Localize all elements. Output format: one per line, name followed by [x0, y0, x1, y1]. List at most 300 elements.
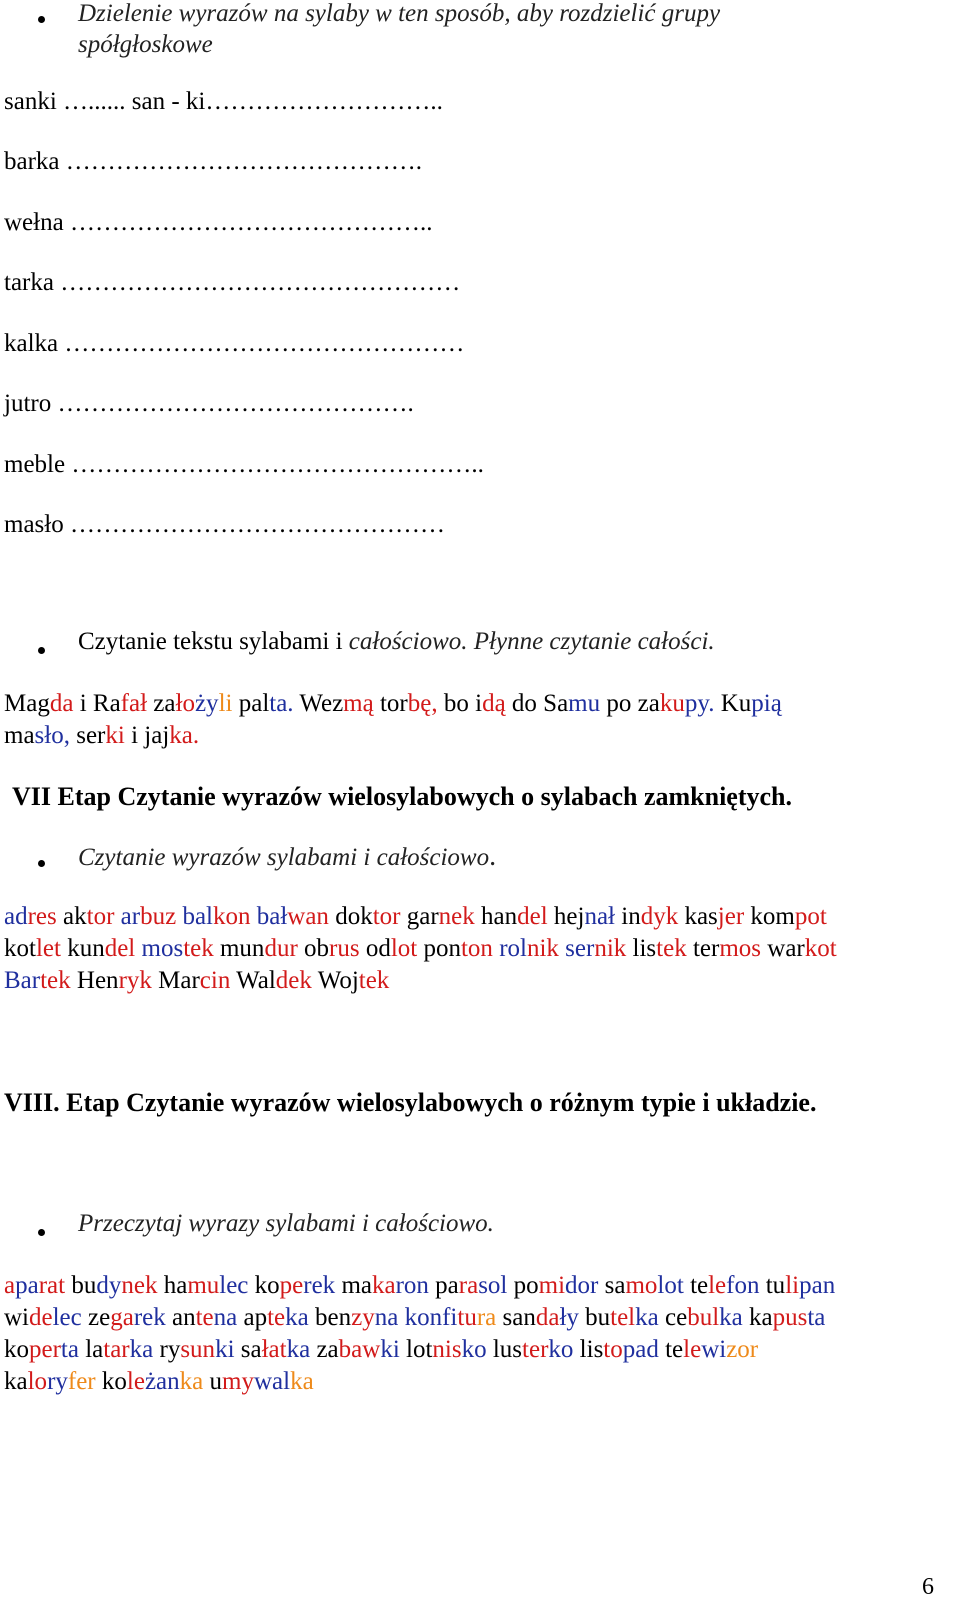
- word: [606, 690, 631, 717]
- word: [749, 1304, 825, 1331]
- word: [241, 1336, 310, 1363]
- syllable: dyk: [640, 903, 679, 930]
- word: [621, 903, 678, 930]
- syllable: kun: [67, 935, 105, 962]
- syllable: dok: [335, 903, 373, 930]
- word: [512, 690, 537, 717]
- syllable: lot: [390, 935, 418, 962]
- syllable: Mag: [4, 690, 50, 717]
- word: [88, 1304, 166, 1331]
- syllable: dą: [482, 690, 506, 717]
- word: [316, 1336, 399, 1363]
- syllable: ter: [692, 935, 720, 962]
- word: [481, 903, 548, 930]
- word: [665, 1304, 743, 1331]
- syllable: wan: [287, 903, 329, 930]
- syllable: i: [475, 690, 483, 717]
- word: [580, 1336, 659, 1363]
- syllable: tek: [40, 967, 71, 994]
- word: [80, 690, 87, 717]
- syllable: pią: [751, 690, 782, 717]
- syllable: te: [195, 1304, 214, 1331]
- word: [767, 935, 836, 962]
- syllable: łat: [261, 1336, 287, 1363]
- syllable: lis: [632, 935, 657, 962]
- bullet-text-syllable-division: [78, 0, 720, 60]
- word: [585, 1304, 659, 1331]
- syllable: sol: [478, 1272, 508, 1299]
- syllable: rek: [303, 1272, 336, 1299]
- syllable: bal: [182, 903, 213, 930]
- syllable: tel: [610, 1304, 636, 1331]
- syllable: kot: [804, 935, 837, 962]
- page-number: 6: [922, 1574, 934, 1600]
- syllable: kon: [212, 903, 251, 930]
- syllable: le: [683, 1336, 702, 1363]
- syllable: pus: [772, 1304, 808, 1331]
- word: [565, 935, 626, 962]
- syllable: ryk: [118, 967, 152, 994]
- word: [182, 903, 250, 930]
- syllable: ka: [4, 1368, 28, 1395]
- exercise-line: masło ………………………………………: [4, 511, 445, 538]
- syllable: res: [27, 903, 57, 930]
- syllable: pad: [622, 1336, 659, 1363]
- syllable: fał: [120, 690, 148, 717]
- word: [131, 722, 138, 749]
- syllable: nis: [432, 1336, 462, 1363]
- syllable: ra: [458, 1272, 479, 1299]
- syllable: mos: [141, 935, 184, 962]
- syllable: kot: [4, 935, 36, 962]
- word: [750, 903, 826, 930]
- syllable: po: [513, 1272, 539, 1299]
- syllable: da: [49, 690, 74, 717]
- bullet-dot: [38, 16, 45, 23]
- syllable: an: [171, 1304, 196, 1331]
- syllable: Sa: [543, 690, 569, 717]
- syllable: nał: [584, 903, 615, 930]
- syllable: li: [785, 1272, 800, 1299]
- syllable: fer: [67, 1368, 96, 1395]
- syllable: zor: [726, 1336, 759, 1363]
- word: [315, 1304, 398, 1331]
- syllable: tek: [358, 967, 390, 994]
- syllable: ko: [254, 1272, 280, 1299]
- syllable: ze: [88, 1304, 111, 1331]
- syllable: san: [502, 1304, 536, 1331]
- syllable: Bar: [4, 967, 41, 994]
- word: [493, 1336, 574, 1363]
- word: [76, 722, 125, 749]
- bullet-text-normal: Czytanie tekstu sylabami i: [78, 628, 349, 655]
- syllable: ka: [635, 1304, 659, 1331]
- syllable: ce: [665, 1304, 688, 1331]
- paragraph-line: [4, 901, 837, 933]
- syllable: ki: [215, 1336, 235, 1363]
- syllable: li: [218, 690, 233, 717]
- word: [341, 1272, 428, 1299]
- word: [499, 935, 559, 962]
- word: [77, 967, 152, 994]
- word: [4, 903, 57, 930]
- syllable: Woj: [317, 967, 359, 994]
- word: [93, 690, 147, 717]
- word: [554, 903, 615, 930]
- syllable: ra: [476, 1304, 497, 1331]
- syllable: to: [603, 1336, 623, 1363]
- syllable: na: [213, 1304, 238, 1331]
- exercise-line: wełna ……………………………………..: [4, 209, 433, 236]
- syllable: u: [209, 1368, 222, 1395]
- word: [514, 1272, 599, 1299]
- word: [4, 967, 71, 994]
- word: [380, 690, 438, 717]
- syllable-words-closed: [4, 901, 837, 997]
- syllable: pa: [435, 1272, 459, 1299]
- word: [4, 1368, 96, 1395]
- paragraph-line: [4, 1270, 835, 1302]
- syllable: dek: [275, 967, 312, 994]
- syllable: dy: [96, 1272, 122, 1299]
- word: [244, 1304, 309, 1331]
- word: [766, 1272, 835, 1299]
- syllable: lec: [219, 1272, 249, 1299]
- word: [684, 903, 744, 930]
- exercise-line: meble …………………………………………..: [4, 451, 484, 478]
- word: [4, 935, 61, 962]
- syllable: ły: [559, 1304, 579, 1331]
- syllable: wi: [701, 1336, 727, 1363]
- syllable: de: [29, 1304, 53, 1331]
- syllable: pan: [799, 1272, 836, 1299]
- word: [475, 690, 506, 717]
- exercise-line: kalka …………………………………………: [4, 330, 465, 357]
- syllable: bał: [256, 903, 288, 930]
- syllable: ar: [120, 903, 141, 930]
- word: [423, 935, 492, 962]
- syllable: ka.: [169, 722, 200, 749]
- syllable: ben: [315, 1304, 352, 1331]
- syllable: le: [708, 1272, 727, 1299]
- syllable: bo: [443, 690, 469, 717]
- word: [405, 1304, 497, 1331]
- syllable: pon: [423, 935, 461, 962]
- syllable: nek: [121, 1272, 158, 1299]
- word: [236, 967, 312, 994]
- syllable: ter: [522, 1336, 549, 1363]
- syllable: nik: [594, 935, 627, 962]
- syllable: żan: [144, 1368, 180, 1395]
- syllable: te: [665, 1336, 684, 1363]
- exercise-line: jutro …………………………………….: [4, 390, 414, 417]
- bullet-text-italic: całościowo. Płynne czytanie całości.: [348, 628, 715, 655]
- syllable: sun: [180, 1336, 216, 1363]
- syllable: ko: [101, 1368, 127, 1395]
- syllable: rol: [499, 935, 527, 962]
- word: [85, 1336, 153, 1363]
- syllable: te: [690, 1272, 709, 1299]
- word: [543, 690, 600, 717]
- syllable: dor: [565, 1272, 599, 1299]
- bullet-text-reading-text: [78, 628, 715, 656]
- syllable: ka: [371, 1272, 396, 1299]
- syllable: le: [126, 1368, 145, 1395]
- word: [407, 903, 475, 930]
- syllable: jer: [717, 903, 745, 930]
- syllable: ak: [63, 903, 87, 930]
- paragraph-line: [4, 965, 837, 997]
- word: [4, 1336, 79, 1363]
- syllable: ap: [243, 1304, 268, 1331]
- word: [4, 722, 70, 749]
- word: [210, 1368, 314, 1395]
- syllable: mu: [568, 690, 601, 717]
- syllable: ga: [110, 1304, 134, 1331]
- syllable: gar: [406, 903, 439, 930]
- syllable: ser: [76, 722, 106, 749]
- word: [4, 690, 73, 717]
- syllable: ki: [105, 722, 125, 749]
- syllable: Wez: [299, 690, 344, 717]
- word: [693, 935, 761, 962]
- syllable: ta: [60, 1336, 79, 1363]
- syllable: ka: [286, 1336, 311, 1363]
- syllable: rus: [329, 935, 360, 962]
- syllable: ko: [461, 1336, 487, 1363]
- syllable: lot: [406, 1336, 433, 1363]
- word: [633, 935, 687, 962]
- syllable: Ra: [92, 690, 121, 717]
- paragraph-line: [4, 1334, 835, 1366]
- syllable: a: [4, 1272, 16, 1299]
- syllable: i: [79, 690, 87, 717]
- syllable: ży: [194, 690, 219, 717]
- syllable: ta.: [269, 690, 294, 717]
- syllable: ka: [290, 1368, 314, 1395]
- syllable: lot: [657, 1272, 684, 1299]
- syllable: ko: [4, 1336, 29, 1363]
- syllable: da: [535, 1304, 560, 1331]
- word: [220, 935, 298, 962]
- syllable: ka: [749, 1304, 773, 1331]
- syllable: del: [104, 935, 136, 962]
- syllable: ron: [395, 1272, 429, 1299]
- syllable: pa: [15, 1272, 39, 1299]
- syllable: lec: [52, 1304, 82, 1331]
- syllable: ku: [659, 690, 685, 717]
- syllable: tu: [457, 1304, 477, 1331]
- syllable: ma: [341, 1272, 372, 1299]
- syllable: mo: [625, 1272, 658, 1299]
- bullet-dot: [38, 1229, 45, 1236]
- syllable: te: [267, 1304, 286, 1331]
- exercise-line: tarka …………………………………………: [4, 269, 461, 296]
- word: [721, 690, 782, 717]
- syllable: ha: [163, 1272, 188, 1299]
- word: [160, 1336, 235, 1363]
- syllable: lis: [579, 1336, 604, 1363]
- syllable: ka: [179, 1368, 204, 1395]
- syllable: kas: [684, 903, 718, 930]
- word: [605, 1272, 684, 1299]
- bullet-text-end: .: [489, 841, 497, 872]
- syllable: nik: [526, 935, 559, 962]
- syllable: ło: [175, 690, 195, 717]
- syllable: ka: [129, 1336, 154, 1363]
- word: [665, 1336, 758, 1363]
- bullet-text-main: Czytanie wyrazów sylabami i całościowo: [78, 844, 490, 871]
- word: [503, 1304, 579, 1331]
- syllable: Hen: [76, 967, 119, 994]
- word: [4, 1272, 65, 1299]
- heading-stage-vii: VII Etap Czytanie wyrazów wielosylabowych o sylabach zamkniętych.: [12, 782, 792, 811]
- syllable: kon: [404, 1304, 443, 1331]
- syllable: ton: [460, 935, 493, 962]
- syllable: pe: [279, 1272, 304, 1299]
- syllable: za: [316, 1336, 339, 1363]
- bullet-text-closed-syllables: [78, 841, 496, 873]
- syllable: do: [511, 690, 537, 717]
- syllable: i: [131, 722, 139, 749]
- word: [366, 935, 417, 962]
- syllable: py.: [684, 690, 715, 717]
- syllable: lus: [492, 1336, 523, 1363]
- syllable: war: [767, 935, 805, 962]
- syllable: Ku: [720, 690, 752, 717]
- syllable: tor: [379, 690, 408, 717]
- word: [335, 903, 400, 930]
- bullet-text-line-1: Dzielenie wyrazów na sylaby w ten sposób, aby rozdzielić grupy: [78, 0, 721, 27]
- paragraph-line: [4, 720, 782, 752]
- syllable: pal: [238, 690, 270, 717]
- syllable: ob: [304, 935, 330, 962]
- syllable: dur: [264, 935, 298, 962]
- bullet-text-read-words: Przeczytaj wyrazy sylabami i całościowo.: [78, 1210, 494, 1237]
- syllable: jaj: [144, 722, 170, 749]
- bullet-dot: [38, 860, 45, 867]
- word: [172, 1304, 237, 1331]
- syllable: mi: [538, 1272, 566, 1299]
- syllable: cin: [199, 967, 231, 994]
- paragraph-line: [4, 933, 837, 965]
- word: [239, 690, 294, 717]
- syllable: Mar: [158, 967, 200, 994]
- syllable: fon: [726, 1272, 760, 1299]
- word: [144, 722, 199, 749]
- syllable: nek: [438, 903, 475, 930]
- word: [153, 690, 232, 717]
- syllable: za: [637, 690, 660, 717]
- syllable: za: [153, 690, 176, 717]
- syllable: ka: [719, 1304, 743, 1331]
- word: [102, 1368, 203, 1395]
- syllable: in: [621, 903, 641, 930]
- bullet-dot: [38, 647, 45, 654]
- paragraph-line: [4, 688, 782, 720]
- syllable: bę,: [407, 690, 438, 717]
- word: [121, 903, 177, 930]
- word: [435, 1272, 507, 1299]
- syllable: tor: [86, 903, 115, 930]
- syllable: tar: [103, 1336, 130, 1363]
- syllable: bu: [71, 1272, 97, 1299]
- word: [67, 935, 135, 962]
- syllable: bul: [687, 1304, 720, 1331]
- syllable: fi: [442, 1304, 458, 1331]
- syllable: sa: [604, 1272, 626, 1299]
- syllable: mu: [187, 1272, 220, 1299]
- syllable: zy: [351, 1304, 375, 1331]
- word: [158, 967, 230, 994]
- syllable: pot: [794, 903, 827, 930]
- syllable: baw: [338, 1336, 381, 1363]
- syllable: ka: [285, 1304, 309, 1331]
- syllable: tek: [183, 935, 214, 962]
- syllable: ta: [807, 1304, 826, 1331]
- word: [164, 1272, 249, 1299]
- word: [255, 1272, 336, 1299]
- syllable: ry: [159, 1336, 181, 1363]
- syllable: wi: [4, 1304, 29, 1331]
- syllable: mun: [219, 935, 265, 962]
- word: [638, 690, 715, 717]
- syllable: han: [481, 903, 518, 930]
- word: [4, 1304, 82, 1331]
- syllable-paragraph-text: [4, 688, 782, 752]
- syllable: let: [35, 935, 61, 962]
- word: [406, 1336, 487, 1363]
- syllable: sa: [240, 1336, 262, 1363]
- syllable: del: [517, 903, 548, 930]
- syllable: sło,: [34, 722, 70, 749]
- word: [71, 1272, 157, 1299]
- syllable: po: [606, 690, 632, 717]
- word: [257, 903, 329, 930]
- exercise-line: sanki …...... san - ki………………………..: [4, 88, 443, 115]
- syllable: wal: [253, 1368, 291, 1395]
- paragraph-line: [4, 1366, 835, 1398]
- syllable: ki: [380, 1336, 400, 1363]
- syllable: mą: [343, 690, 374, 717]
- syllable: ser: [565, 935, 595, 962]
- syllable: tu: [765, 1272, 786, 1299]
- word: [444, 690, 469, 717]
- syllable: ry: [47, 1368, 68, 1395]
- syllable: rat: [38, 1272, 66, 1299]
- syllable: rek: [133, 1304, 166, 1331]
- bullet-text-line-2: spółgłoskowe: [78, 31, 213, 58]
- heading-stage-viii: VIII. Etap Czytanie wyrazów wielosylabowych o różnym typie i układzie.: [4, 1088, 817, 1117]
- syllable: na: [374, 1304, 399, 1331]
- syllable: lo: [27, 1368, 48, 1395]
- paragraph-line: [4, 1302, 835, 1334]
- word: [63, 903, 114, 930]
- word: [299, 690, 373, 717]
- syllable: od: [365, 935, 391, 962]
- syllable: kom: [750, 903, 795, 930]
- syllable: bu: [585, 1304, 611, 1331]
- syllable: tek: [656, 935, 687, 962]
- syllable: ko: [548, 1336, 574, 1363]
- syllable: mos: [719, 935, 762, 962]
- syllable: ma: [4, 722, 35, 749]
- word: [142, 935, 214, 962]
- syllable: hej: [553, 903, 585, 930]
- syllable: la: [85, 1336, 104, 1363]
- word: [318, 967, 390, 994]
- syllable: ad: [4, 903, 28, 930]
